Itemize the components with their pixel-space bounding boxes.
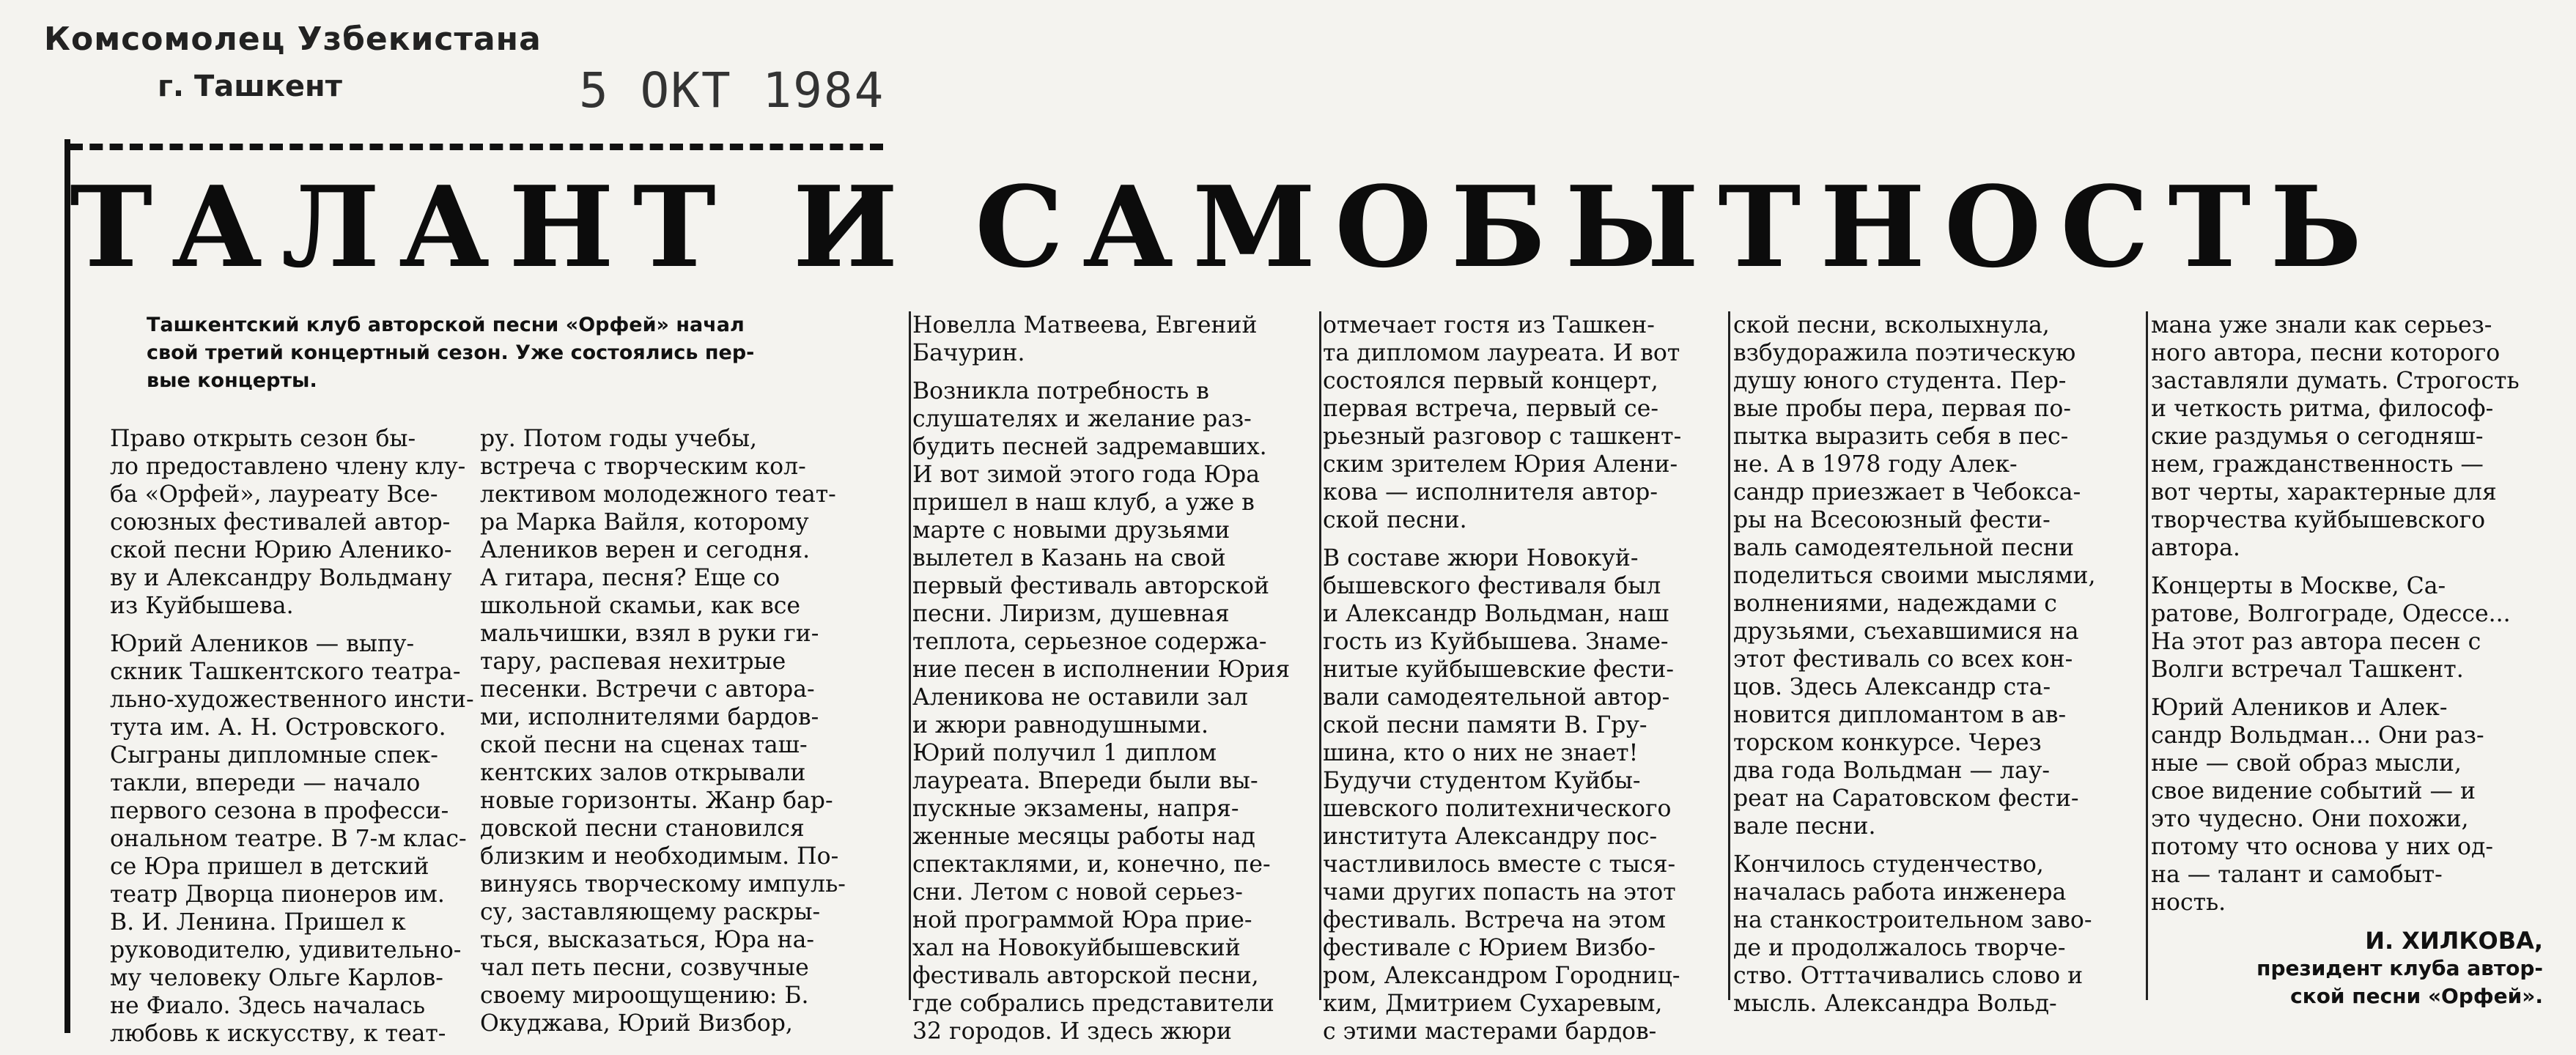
author-role-line: президент клуба автор- (2256, 956, 2543, 980)
text-line: ра Марка Вайля, которому (480, 509, 809, 536)
text-line: сни. Летом с новой серьез- (912, 879, 1243, 906)
text-line: довской песни становился (480, 815, 805, 842)
city-stamp: г. Ташкент (158, 70, 342, 103)
text-line: мысль. Александра Вольд- (1733, 991, 2057, 1017)
text-line: волнениями, надеждами с (1733, 591, 2057, 617)
date-stamp: 5 ОКТ 1984 (579, 62, 885, 119)
text-line: бышевского фестиваля был (1323, 573, 1661, 599)
text-line: и четкость ритма, философ- (2151, 396, 2494, 422)
text-line: фестиваль авторской песни, (912, 963, 1259, 989)
text-line: ба «Орфей», лауреату Все- (110, 481, 438, 508)
text-line: своему мироощущению: Б. (480, 982, 809, 1009)
text-line: фестивале с Юрием Визбо- (1323, 935, 1656, 961)
text-line: шевского политехнического (1323, 796, 1672, 822)
text-line: творчества куйбышевского (2151, 507, 2486, 533)
paragraph-gap (1323, 534, 1722, 544)
text-line: ные — свой образ мысли, (2151, 750, 2462, 777)
text-line: Окуджава, Юрий Визбор, (480, 1010, 793, 1037)
text-line: Право открыть сезон бы- (110, 426, 416, 452)
text-line: вали самодеятельной автор- (1323, 684, 1670, 711)
text-line: отмечает гостя из Ташкен- (1323, 312, 1655, 338)
text-line: гость из Куйбышева. Знаме- (1323, 629, 1669, 655)
text-line: руководителю, удивительно- (110, 937, 462, 963)
text-line: первый фестиваль авторской (912, 573, 1270, 599)
text-line: вот черты, характерные для (2151, 479, 2497, 506)
text-line: шина, кто о них не знает! (1323, 740, 1639, 766)
text-line: ром, Александром Городниц- (1323, 963, 1680, 989)
text-line: потому что основа у них од- (2151, 834, 2494, 860)
text-line: два года Вольдман — лау- (1733, 758, 2051, 784)
top-dashed-rule (70, 144, 883, 150)
author-name: И. ХИЛКОВА, (2365, 927, 2543, 955)
text-line: му человеку Ольге Карлов- (110, 965, 443, 991)
article-column-6 (2151, 311, 2558, 1029)
text-line: друзьями, съехавшимися на (1733, 618, 2079, 645)
text-line: этот фестиваль со всех кон- (1733, 646, 2073, 673)
text-line: фестиваль. Встреча на этом (1323, 907, 1667, 933)
text-line: это чудесно. Они похожи, (2151, 806, 2469, 832)
text-line: не. А в 1978 году Алек- (1733, 451, 2018, 478)
text-line: первого сезона в професси- (110, 798, 449, 824)
text-line: Возникла потребность в (912, 378, 1209, 404)
text-line: хал на Новокуйбышевский (912, 935, 1241, 961)
text-line: школьной скамьи, как все (480, 593, 801, 619)
text-line: ской песни памяти В. Гру- (1323, 712, 1647, 738)
text-line: пытка выразить себя в пес- (1733, 423, 2069, 450)
text-line: чал петь песни, созвучные (480, 955, 809, 981)
text-line: тута им. А. Н. Островского. (110, 714, 446, 741)
text-line: марте с новыми друзьями (912, 517, 1230, 544)
text-line: ры на Всесоюзный фести- (1733, 507, 2051, 533)
text-line: ться, высказаться, Юра на- (480, 927, 815, 953)
text-line: ской песни. (1323, 507, 1467, 533)
text-line: сандр Вольдман... Они раз- (2151, 722, 2484, 749)
column-separator (909, 311, 911, 1000)
column-separator (1728, 311, 1730, 1000)
article-headline: ТАЛАНТ И САМОБЫТНОСТЬ (70, 161, 2381, 292)
text-line: се Юра пришел в детский (110, 854, 429, 880)
text-line: Юрий Алеников — выпу- (110, 631, 415, 657)
text-line: ональном театре. В 7-м клас- (110, 826, 467, 852)
text-line: песни. Лиризм, душевная (912, 601, 1230, 627)
article-column-2 (480, 425, 912, 1037)
text-line: кентских залов открывали (480, 760, 806, 786)
paragraph-gap (110, 620, 476, 630)
paragraph-gap (2151, 684, 2558, 694)
text-line: новые горизонты. Жанр бар- (480, 788, 833, 814)
text-line: и Александр Вольдман, наш (1323, 601, 1669, 627)
text-line: чами других попасть на этот (1323, 879, 1676, 906)
text-line: спектаклями, и, конечно, пе- (912, 851, 1271, 878)
text-line: любовь к искусству, к теат- (110, 1021, 446, 1047)
text-line: из Куйбышева. (110, 593, 294, 619)
text-line: ние песен в исполнении Юрия (912, 656, 1291, 683)
text-line: на — талант и самобыт- (2151, 862, 2443, 888)
text-line: не Фиало. Здесь началась (110, 993, 426, 1019)
text-line: Новелла Матвеева, Евгений (912, 312, 1258, 338)
text-line: близким и необходимым. По- (480, 843, 839, 870)
text-line: 32 городов. И здесь жюри (912, 1018, 1232, 1045)
article-column-1 (110, 425, 476, 1047)
text-line: вые пробы пера, первая по- (1733, 396, 2072, 422)
text-line: сандр приезжает в Чебокса- (1733, 479, 2081, 506)
text-line: В. И. Ленина. Пришел к (110, 909, 406, 936)
text-line: цов. Здесь Александр ста- (1733, 674, 2051, 700)
text-line: союзных фестивалей автор- (110, 509, 451, 536)
text-line: Будучи студентом Куйбы- (1323, 768, 1641, 794)
text-line: слушателях и желание раз- (912, 406, 1252, 432)
text-line: ские раздумья о сегодняш- (2151, 423, 2484, 450)
text-line: теплота, серьезное содержа- (912, 629, 1267, 655)
text-line: частливилось вместе с тыся- (1323, 851, 1676, 878)
text-line: началась работа инженера (1733, 879, 2067, 906)
text-line: мальчишки, взял в руки ги- (480, 621, 819, 647)
text-line: состоялся первый концерт, (1323, 368, 1658, 394)
text-line: ким, Дмитрием Сухаревым, (1323, 991, 1663, 1017)
text-line: Концерты в Москве, Са- (2151, 573, 2446, 599)
text-line: винуясь творческому импуль- (480, 871, 846, 897)
newspaper-name-stamp: Комсомолец Узбекистана (44, 21, 542, 58)
text-line: та дипломом лауреата. И вот (1323, 340, 1680, 366)
text-line: такли, впереди — начало (110, 770, 421, 796)
text-line: ло предоставлено члену клу- (110, 454, 466, 480)
lede-line: свой третий концертный сезон. Уже состоялись пер- (147, 341, 755, 364)
text-line: торском конкурсе. Через (1733, 730, 2042, 756)
article-lede (147, 311, 879, 407)
text-line: су, заставляющему раскры- (480, 899, 821, 925)
text-line: ву и Александру Вольдману (110, 565, 452, 591)
text-line: свое видение событий — и (2151, 778, 2476, 804)
text-line: автора. (2151, 535, 2240, 561)
text-line: новится дипломантом в ав- (1733, 702, 2067, 728)
text-line: ской песни Юрию Аленико- (110, 537, 452, 563)
text-line: А гитара, песня? Еще со (480, 565, 780, 591)
text-line: первая встреча, первый се- (1323, 396, 1658, 422)
text-line: песенки. Встречи с автора- (480, 676, 815, 703)
text-line: тару, распевая нехитрые (480, 648, 786, 675)
text-line: На этот раз автора песен с (2151, 629, 2481, 655)
text-line: Алеников верен и сегодня. (480, 537, 811, 563)
column-separator (1319, 311, 1321, 1000)
text-line: Бачурин. (912, 340, 1025, 366)
text-line: пускные экзамены, напря- (912, 796, 1239, 822)
text-line: льно-художественного инсти- (110, 686, 474, 713)
paragraph-gap (2151, 562, 2558, 572)
text-line: скник Ташкентского театра- (110, 659, 461, 685)
text-line: вале песни. (1733, 813, 1876, 840)
text-line: ного автора, песни которого (2151, 340, 2501, 366)
text-line: театр Дворца пионеров им. (110, 881, 445, 908)
text-line: встреча с творческим кол- (480, 454, 806, 480)
text-line: рьезный разговор с ташкент- (1323, 423, 1682, 450)
text-line: В составе жюри Новокуй- (1323, 545, 1639, 571)
signature-block (2155, 927, 2550, 1010)
text-line: нитые куйбышевские фести- (1323, 656, 1675, 683)
text-line: лауреата. Впереди были вы- (912, 768, 1258, 794)
text-line: ратове, Волгограде, Одессе... (2151, 601, 2511, 627)
text-line: Сыграны дипломные спек- (110, 742, 438, 769)
text-line: ми, исполнителями бардов- (480, 704, 819, 730)
text-line: женные месяцы работы над (912, 823, 1255, 850)
text-line: где собрались представители (912, 991, 1274, 1017)
text-line: с этими мастерами бардов- (1323, 1018, 1657, 1045)
text-line: пришел в наш клуб, а уже в (912, 489, 1255, 516)
text-line: Кончилось студенчество, (1733, 851, 2044, 878)
text-line: заставляли думать. Строгость (2151, 368, 2520, 394)
text-line: на станкостроительном заво- (1733, 907, 2092, 933)
text-line: нем, гражданственность — (2151, 451, 2484, 478)
text-line: ским зрителем Юрия Алени- (1323, 451, 1678, 478)
text-line: Юрий получил 1 диплом (912, 740, 1217, 766)
text-line: и жюри равнодушными. (912, 712, 1209, 738)
text-line: ность. (2151, 889, 2226, 916)
text-line: взбудоражила поэтическую (1733, 340, 2076, 366)
text-line: де и продолжалось творче- (1733, 935, 2066, 961)
text-line: будить песней задремавших. (912, 434, 1267, 460)
lede-line: вые концерты. (147, 369, 317, 392)
text-line: Волги встречал Ташкент. (2151, 656, 2464, 683)
text-line: мана уже знали как серьез- (2151, 312, 2492, 338)
text-line: поделиться своими мыслями, (1733, 563, 2096, 589)
text-line: реат на Саратовском фести- (1733, 785, 2079, 812)
text-line: валь самодеятельной песни (1733, 535, 2074, 561)
article-column-4 (1323, 311, 1722, 1045)
lede-line: Ташкентский клуб авторской песни «Орфей» начал (147, 314, 745, 336)
paragraph-gap (1733, 840, 2147, 851)
text-line: ской песни, всколыхнула, (1733, 312, 2050, 338)
column-separator (2146, 311, 2148, 1000)
paragraph-gap (912, 367, 1319, 377)
article-column-5 (1733, 311, 2147, 1029)
text-line: вылетел в Казань на свой (912, 545, 1226, 571)
text-line: И вот зимой этого года Юра (912, 462, 1260, 488)
author-role-line: ской песни «Орфей». (2290, 984, 2543, 1008)
article-column-3 (912, 311, 1319, 1045)
text-line: ство. Отттачивались слово и (1733, 963, 2084, 989)
text-line: кова — исполнителя автор- (1323, 479, 1658, 506)
text-line: ской песни на сценах таш- (480, 732, 808, 758)
text-line: Аленикова не оставили зал (912, 684, 1248, 711)
text-line: института Александру пос- (1323, 823, 1658, 850)
text-line: душу юного студента. Пер- (1733, 368, 2067, 394)
text-line: лективом молодежного теат- (480, 481, 836, 508)
text-line: Юрий Алеников и Алек- (2151, 695, 2448, 721)
text-line: ру. Потом годы учебы, (480, 426, 758, 452)
text-line: ной программой Юра прие- (912, 907, 1252, 933)
